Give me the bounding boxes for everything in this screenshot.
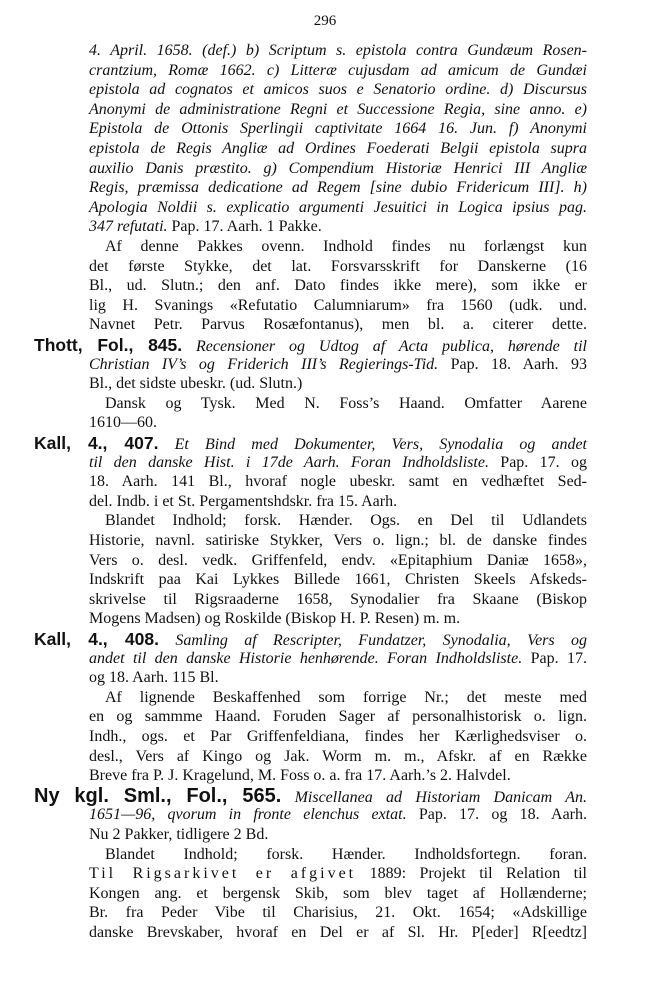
text-segment: Et Bind med Dokumenter, Vers, Synodalia og andet <box>158 436 588 453</box>
text-line: Navnet Petr. Parvus Rosæfontanus), men bl. a. citerer dette. <box>89 316 587 334</box>
text-segment: andet til den danske Historie henhørende. Foran Indholdsliste. <box>89 649 523 667</box>
text-line: Bl., ud. Slutn.; den anf. Dato findes ikke mere), som ikke er <box>89 277 587 295</box>
text-line: Br. fra Peder Vibe til Charisius, 21. Okt. 1654; «Adskillige <box>89 904 587 922</box>
text-line <box>89 864 587 884</box>
text-line: Blandet Indhold; forsk. Hænder. Ogs. en Del til Udlandets <box>105 512 587 530</box>
text-line: Vers o. desl. vedk. Griffenfeld, endv. «Epitaphium Daniæ 1658», <box>89 551 587 569</box>
text-line: 4. April. 1658. (def.) b) Scriptum s. epistola contra Gundæum Rosen- <box>89 42 587 59</box>
text-line: Af lignende Beskaffenhed som forrige Nr.; det meste med <box>105 688 587 706</box>
text-segment: Foran Indholdsliste. <box>339 453 489 471</box>
text-line <box>89 355 587 375</box>
text-segment: Pap. 17. og 18. Aarh. <box>406 806 588 824</box>
text-line: 1610—60. <box>89 414 157 432</box>
text-line: Epistola de Ottonis Sperlingii captivitate 1664 16. Jun. f) Anonymi <box>89 120 587 138</box>
text-segment: til den danske Hist. i 17de Aarh. <box>89 453 340 471</box>
text-line: lig H. Svanings «Refutatio Calumniarum» fra 1560 (udk. und. <box>89 296 587 314</box>
text-segment: Pap. 17. og <box>488 453 587 471</box>
text-line: det første Stykke, det lat. Forsvarsskrift for Danskerne (16 <box>89 257 587 275</box>
text-segment: Christian IV’s og Friderich III’s Regierings-Tid. <box>89 355 439 373</box>
text-segment: Pap. 17. <box>522 649 588 667</box>
text-line <box>89 453 587 473</box>
text-line: crantzium, Romæ 1662. c) Litteræ cujusdam ad amicum de Gundæi <box>89 61 587 79</box>
text-line: auxilio Danis præstito. g) Compendium Historiæ Henrici III Angliæ <box>89 159 587 177</box>
text-segment: Pap. 18. Aarh. 93 <box>438 355 587 373</box>
text-line: Apologia Noldii s. explicatio argumenti Jesuitici in Logica ipsius pag. <box>89 198 587 216</box>
text-line <box>89 805 587 825</box>
page-number: 296 <box>313 13 337 29</box>
text-line: Breve fra P. J. Kragelund, M. Foss o. a. fra 17. Aarh.’s 2. Halvdel. <box>89 767 511 785</box>
entry-heading: Kall, 4., 408. <box>34 629 159 649</box>
text-line: epistola ad cognatos et amicos suos e Senatorio ordine. d) Discursus <box>89 81 587 99</box>
text-line: Indskrift paa Kai Lykkes Billede 1661, Christen Skeels Afskeds- <box>89 571 587 589</box>
text-line: Indh., ogs. et Par Griffenfeldiana, findes her Kærlighedsviser o. <box>89 728 587 745</box>
text-segment: Recensioner og Udtog af Acta publica, hørende til <box>182 338 587 355</box>
text-line: Bl., det sidste ubeskr. (ud. Slutn.) <box>89 375 303 393</box>
text-line: 18. Aarh. 141 Bl., hvoraf nogle ubeskr. samt en vedhæftet Sed- <box>89 473 587 491</box>
text-segment: Samling af Rescripter, Fundatzer, Synodalia, Vers og <box>158 632 588 649</box>
text-line: skrivelse til Rigsraaderne 1658, Synodalier fra Skaane (Biskop <box>89 590 587 608</box>
text-line: Kongen ang. et bergensk Skib, som blev taget af Hollænderne; <box>89 884 587 902</box>
text-line: del. Indb. i et St. Pergamentshdskr. fra 15. Aarh. <box>89 492 398 510</box>
text-line: desl., Vers af Kingo og Jak. Worm m. m., Afskr. af en Række <box>89 747 587 765</box>
text-line: Anonymi de administratione Regni et Successione Regia, sine anno. e) <box>89 100 587 118</box>
text-segment: Til Rigsarkivet er afgivet <box>89 865 357 883</box>
text-line: danske Brevskaber, hvoraf en Del er af Sl. Hr. P[eder] R[eedtz] <box>89 924 587 941</box>
text-line <box>89 649 587 669</box>
text-line: epistola de Regis Angliæ ad Ordines Foederati Belgii epistola supra <box>89 140 587 157</box>
text-line: en og sammme Haand. Foruden Sager af personalhistorisk o. lign. <box>89 708 587 726</box>
text-segment: Pap. 17. Aarh. 1 Pakke. <box>167 218 322 236</box>
text-line: Historie, navnl. satiriske Stykker, Vers o. lign.; bl. de danske findes <box>89 532 587 549</box>
entry-heading: Thott, Fol., 845. <box>34 335 183 355</box>
entry-heading: Ny kgl. Sml., Fol., 565. <box>34 784 282 807</box>
text-segment: 1889: Projekt til Relation til <box>356 865 588 883</box>
entry-heading: Kall, 4., 407. <box>34 433 159 453</box>
text-line: Blandet Indhold; forsk. Hænder. Indholdsfortegn. foran. <box>105 845 587 863</box>
text-line <box>89 217 322 237</box>
text-segment: 1651—96, qvorum in fronte elenchus extat. <box>89 806 407 824</box>
text-line: Nu 2 Pakker, tidligere 2 Bd. <box>89 826 269 843</box>
text-line: Dansk og Tysk. Med N. Foss’s Haand. Omfatter Aarene <box>105 394 587 412</box>
text-line: Regis, præmissa dedicatione ad Regem [sine dubio Fridericum III]. h) <box>89 179 587 197</box>
text-line: Mogens Madsen) og Roskilde (Biskop H. P. Resen) m. m. <box>89 610 461 628</box>
text-line: Af denne Pakkes ovenn. Indhold findes nu forlængst kun <box>105 238 587 255</box>
text-segment: 347 refutati. <box>89 218 168 236</box>
text-segment: Miscellanea ad Historiam Danicam An. <box>281 788 587 806</box>
text-line: og 18. Aarh. 115 Bl. <box>89 669 219 687</box>
